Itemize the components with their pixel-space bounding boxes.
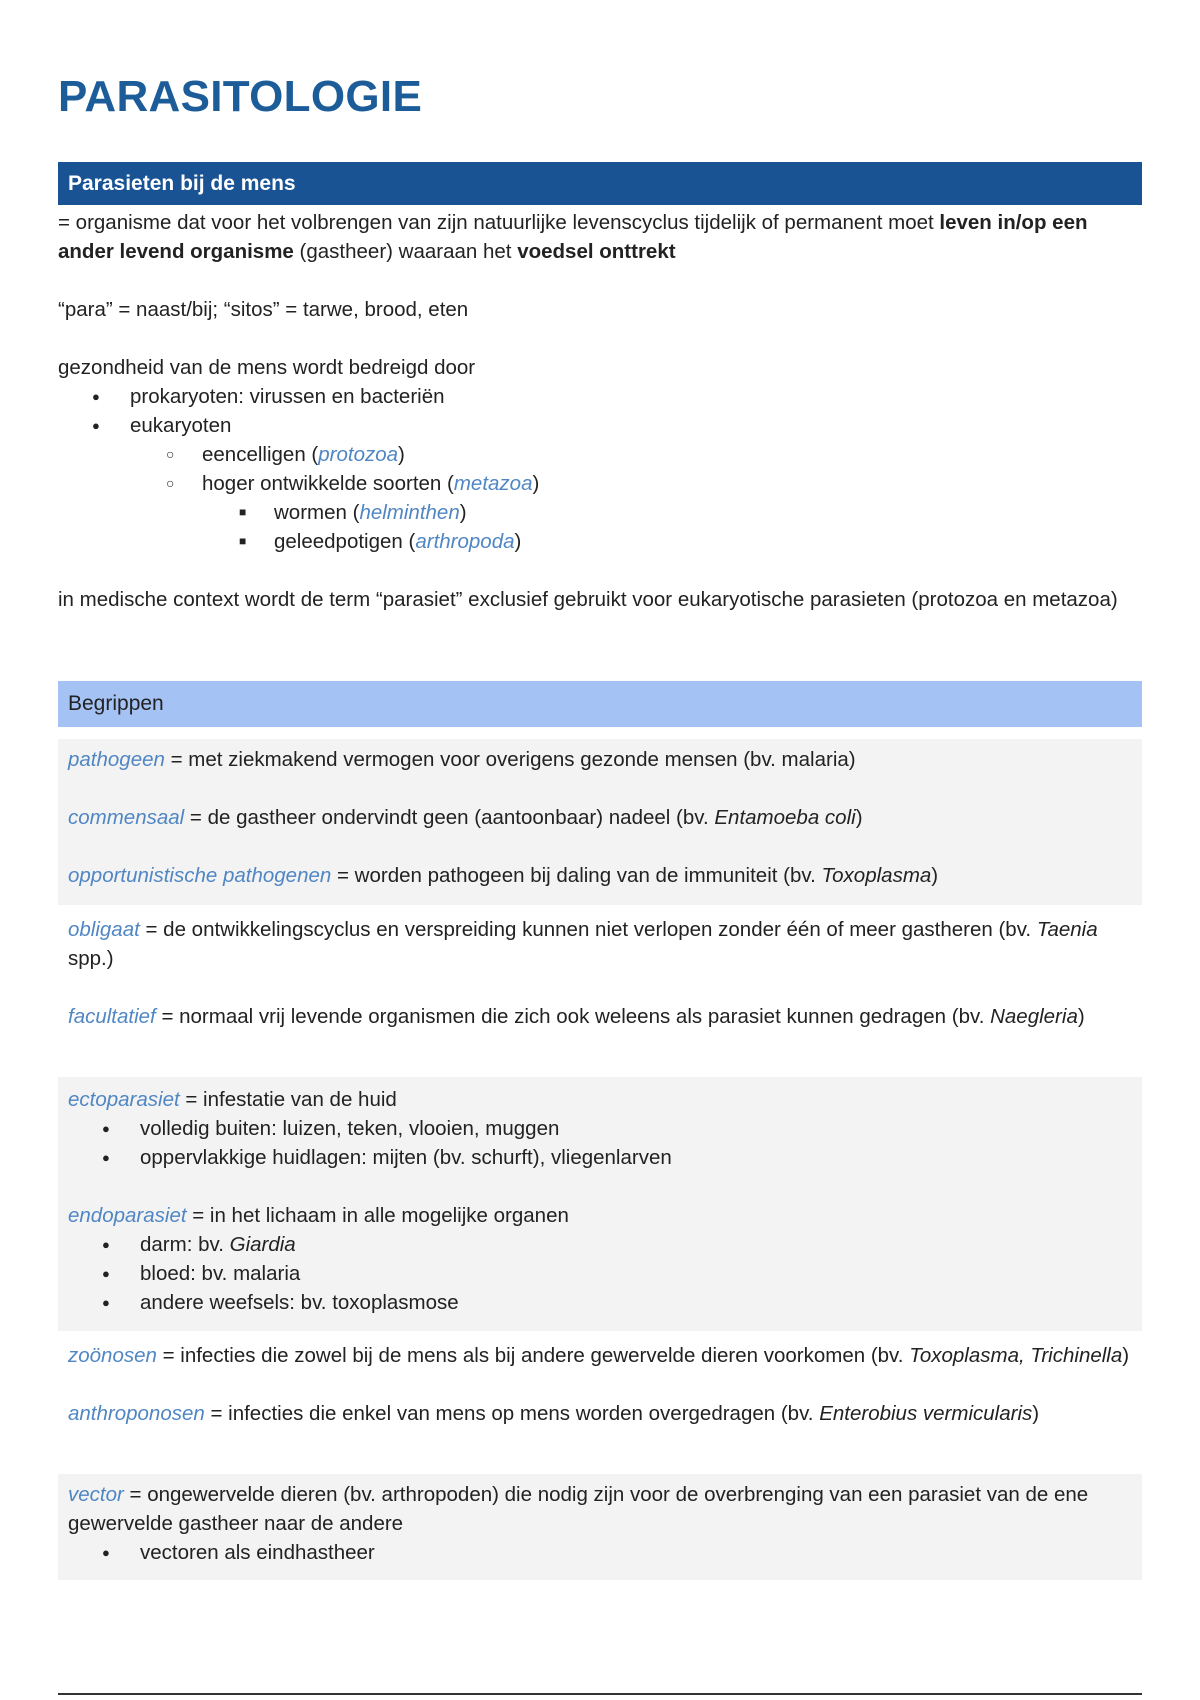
page-title: PARASITOLOGIE bbox=[58, 72, 423, 121]
threat-list bbox=[58, 382, 1142, 556]
list-item: ● volledig buiten: luizen, teken, vlooien, muggen bbox=[68, 1114, 1132, 1143]
concept-anthroponosen: anthroponosen = infecties die enkel van mens op mens worden overgedragen (bv. Enterobius vermicularis) bbox=[68, 1402, 1040, 1425]
concept-pathogeen: pathogeen = met ziekmakend vermogen voor overigens gezonde mensen (bv. malaria) bbox=[68, 748, 856, 771]
list-item: ● vectoren als eindhastheer bbox=[68, 1538, 1132, 1567]
medical-context: in medische context wordt de term “parasiet” exclusief gebruikt voor eukaryotische parasieten (protozoa en metazoa) bbox=[58, 588, 1118, 611]
concept-commensaal: commensaal = de gastheer ondervindt geen (aantoonbaar) nadeel (bv. Entamoeba coli) bbox=[68, 806, 863, 829]
concept-obligaat: obligaat = de ontwikkelingscyclus en verspreiding kunnen niet verlopen zonder één of meer gastheren (bv. Taenia spp.) bbox=[68, 918, 1098, 970]
threat-intro: gezondheid van de mens wordt bedreigd door bbox=[58, 356, 476, 379]
concept-vector: vector = ongewervelde dieren (bv. arthropoden) die nodig zijn voor de overbrenging van een parasiet van de ene gewervelde gastheer naar de andere bbox=[68, 1483, 1089, 1535]
section-header-concepts: Begrippen bbox=[58, 681, 1142, 727]
concept-facultatief: facultatief = normaal vrij levende organismen die zich ook weleens als parasiet kunnen gedragen (bv. Naegleria) bbox=[68, 1005, 1085, 1028]
concept-ectoparasiet: ectoparasiet = infestatie van de huid bbox=[68, 1088, 397, 1111]
footer-divider bbox=[58, 1693, 1142, 1695]
list-item-helminths: ■ wormen (helminthen) bbox=[58, 498, 1142, 527]
concept-opportunistisch: opportunistische pathogenen = worden pathogeen bij daling van de immuniteit (bv. Toxoplasma) bbox=[68, 864, 939, 887]
intro-section bbox=[58, 208, 1142, 614]
list-item: ● bloed: bv. malaria bbox=[68, 1259, 1132, 1288]
list-item-prokaryotes: ● prokaryoten: virussen en bacteriën bbox=[58, 382, 1142, 411]
concept-block-location bbox=[58, 1077, 1142, 1331]
list-item: ● andere weefsels: bv. toxoplasmose bbox=[68, 1288, 1132, 1317]
parasite-definition: = organisme dat voor het volbrengen van zijn natuurlijke levenscyclus tijdelijk of permanent moet leven in/op een ander levend organisme (gastheer) waaraan het voedsel onttrekt bbox=[58, 211, 1088, 263]
ectoparasite-list bbox=[68, 1114, 1132, 1172]
concept-block-dependency bbox=[58, 915, 1142, 1075]
section-header-parasites: Parasieten bij de mens bbox=[58, 162, 1142, 205]
list-item: ● oppervlakkige huidlagen: mijten (bv. schurft), vliegenlarven bbox=[68, 1143, 1132, 1172]
concept-zoonosen: zoönosen = infecties die zowel bij de mens als bij andere gewervelde dieren voorkomen (bv. Toxoplasma, Trichinella) bbox=[68, 1344, 1130, 1367]
concept-block-vector bbox=[58, 1474, 1142, 1580]
list-item: ● darm: bv. Giardia bbox=[68, 1230, 1132, 1259]
endoparasite-list bbox=[68, 1230, 1132, 1317]
etymology: “para” = naast/bij; “sitos” = tarwe, brood, eten bbox=[58, 298, 469, 321]
list-item-arthropoda: ■ geleedpotigen (arthropoda) bbox=[58, 527, 1142, 556]
list-item-protozoa: ○ eencelligen (protozoa) bbox=[58, 440, 1142, 469]
concept-block-transmission bbox=[58, 1341, 1142, 1471]
vector-list bbox=[68, 1538, 1132, 1567]
concept-endoparasiet: endoparasiet = in het lichaam in alle mogelijke organen bbox=[68, 1204, 569, 1227]
concept-block-pathogenicity bbox=[58, 739, 1142, 905]
list-item-eukaryotes: ● eukaryoten bbox=[58, 411, 1142, 440]
list-item-metazoa: ○ hoger ontwikkelde soorten (metazoa) bbox=[58, 469, 1142, 498]
